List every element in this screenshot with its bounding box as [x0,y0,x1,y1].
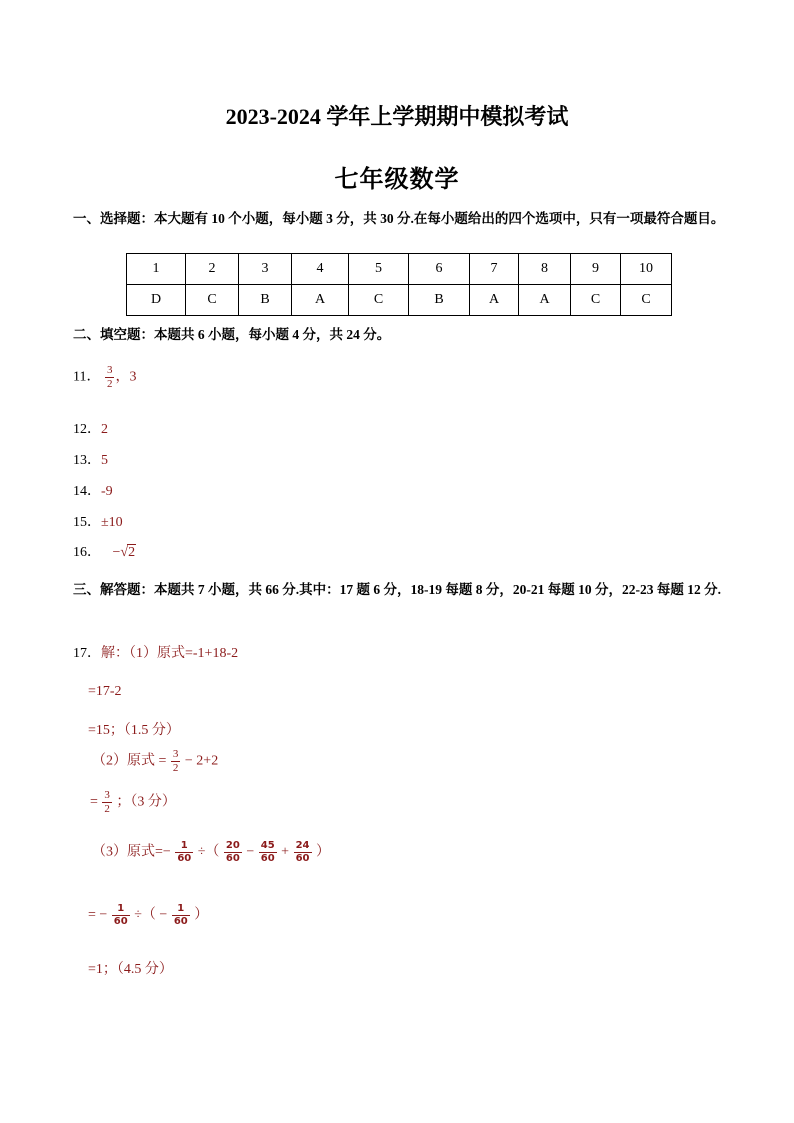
fraction: $\frac{3}{2}$ [106,364,113,390]
table-cell: 7 [470,254,519,285]
table-cell: C [621,285,672,316]
section3-heading: 三、解答题：本题共 7 小题，共 66 分.其中：17 题 6 分，18-19 每题 8 分，20-21 每题 10 分，22-23 每题 12 分. [73,582,721,597]
table-cell: 9 [571,254,621,285]
q17-line-7: = − $\frac{1}{60}$ ÷（ − $\frac{1}{60}$ ） [88,903,209,927]
section1-heading: 一、选择题：本大题有 10 个小题，每小题 3 分，共 30 分.在每小题给出的四个选项中，只有一项最符合题目。 [73,211,725,226]
answer-table [126,253,672,316]
answer-table-number-row [127,254,672,285]
table-cell: 5 [349,254,409,285]
table-cell: C [571,285,621,316]
table-cell: 3 [239,254,292,285]
answer-11 [73,364,136,391]
fraction: $\frac{3}{2}$ [104,789,110,815]
answer-15 [73,511,123,531]
question-number: 16． [73,545,101,560]
table-cell: B [409,285,470,316]
table-cell: A [519,285,571,316]
question-number: 17． [73,646,101,661]
q17-line-2: =17-2 [88,684,122,699]
q17-line-6: （3）原式=− $\frac{1}{60}$ ÷（ $\frac{20}{60}$ − $\frac{45}{60}$ + $\frac{24}{60}$ ） [92,840,330,864]
answer-text: ，3 [115,369,137,385]
solution-step: （1）原式=-1+18-2 [129,646,239,661]
fraction: $\frac{45}{60}$ [260,840,275,864]
answer-text: 5 [101,453,108,468]
page-title: 2023-2024 学年上学期期中模拟考试 [225,104,569,129]
fraction: $\frac{3}{2}$ [172,748,179,774]
question-number: 12． [73,422,101,437]
fraction: $\frac{1}{60}$ [177,840,192,864]
fraction: $\frac{20}{60}$ [225,840,240,864]
table-cell: A [292,285,349,316]
answer-text: ±10 [101,515,123,530]
table-cell: D [127,285,186,316]
q17-line-1 [73,642,238,662]
table-cell: 2 [186,254,239,285]
answer-text: 2 [101,422,108,437]
answer-16 [73,541,136,561]
table-cell: C [186,285,239,316]
fraction: $\frac{1}{60}$ [113,903,128,927]
table-cell: 10 [621,254,672,285]
table-cell: B [239,285,292,316]
q17-line-3: =15；（1.5 分） [88,723,180,738]
answer-12 [73,418,108,438]
radicand: 2 [128,545,136,560]
table-cell: A [470,285,519,316]
answer-text: -9 [101,484,113,499]
section2-heading: 二、填空题：本题共 6 小题，每小题 4 分，共 24 分。 [73,327,391,342]
question-number: 13． [73,453,101,468]
q17-line-5: = $\frac{3}{2}$ ；（3 分） [90,789,176,815]
page-subtitle: 七年级数学 [334,167,460,193]
answer-13 [73,449,108,469]
radical-sign: √ [120,545,129,560]
fraction: $\frac{24}{60}$ [295,840,310,864]
question-number: 15． [73,515,101,530]
answer-14 [73,480,113,500]
minus-sign: − [112,545,121,560]
table-cell: 8 [519,254,571,285]
table-cell: C [349,285,409,316]
table-cell: 6 [409,254,470,285]
q17-line-8: =1；（4.5 分） [88,962,173,977]
solution-label: 解： [101,646,129,661]
fraction: $\frac{1}{60}$ [173,903,188,927]
table-cell: 1 [127,254,186,285]
q17-line-4: （2）原式 = $\frac{3}{2}$ − 2+2 [92,748,219,774]
question-number: 14． [73,484,101,499]
answer-table-answer-row [127,285,672,316]
question-number: 11． [73,369,101,385]
table-cell: 4 [292,254,349,285]
